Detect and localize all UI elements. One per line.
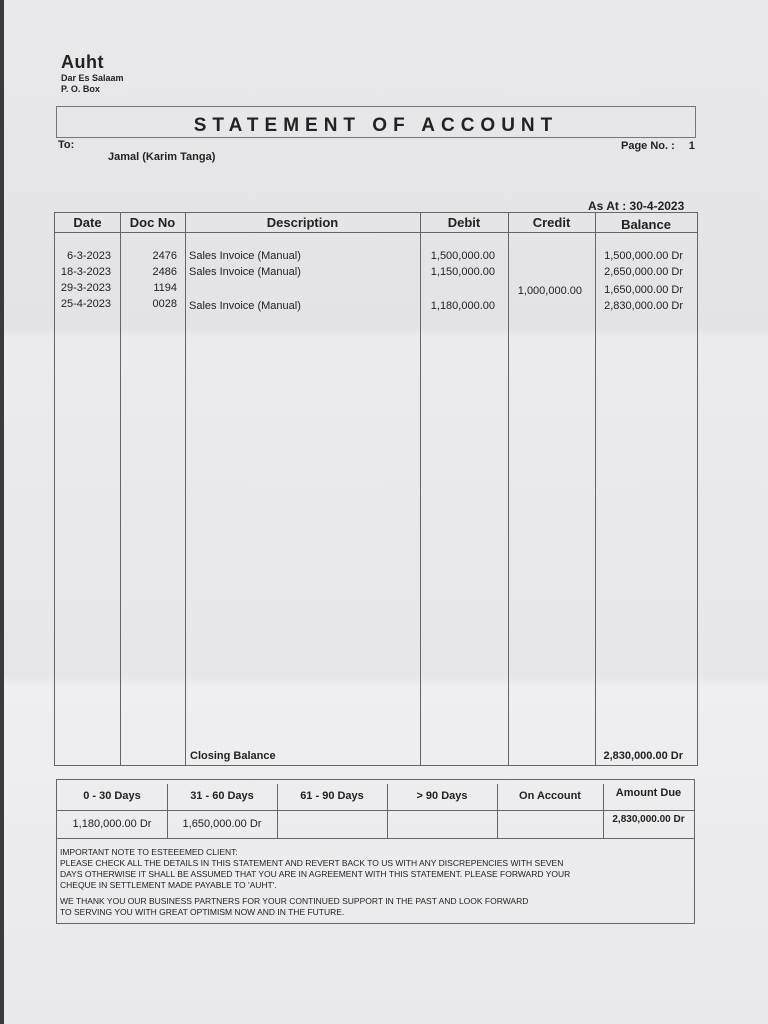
table-row [55, 250, 697, 266]
page-number-value: 1 [688, 140, 695, 152]
customer-name: Jamal (Karim Tanga) [108, 151, 216, 163]
closing-balance-label: Closing Balance [190, 750, 276, 762]
thanks-line: WE THANK YOU OUR BUSINESS PARTNERS FOR YOUR CONTINUED SUPPORT IN THE PAST AND LOOK FORWARD [60, 896, 529, 906]
note-heading: IMPORTANT NOTE TO ESTEEEMED CLIENT: [60, 847, 238, 857]
title-box [56, 106, 696, 138]
aging-header-61-90: 61 - 90 Days [300, 790, 364, 802]
as-at-date: As At : 30-4-2023 [588, 199, 685, 213]
row-balance: 2,830,000.00 Dr [604, 300, 683, 312]
row-date: 29-3-2023 [60, 282, 111, 294]
row-description: Sales Invoice (Manual) [189, 300, 301, 312]
aging-header-on-account: On Account [519, 790, 581, 802]
row-debit: 1,500,000.00 [430, 250, 495, 262]
statement-notes [56, 837, 695, 924]
table-row [55, 266, 697, 282]
page-number [621, 140, 695, 152]
aging-divider [57, 810, 694, 811]
note-line: PLEASE CHECK ALL THE DETAILS IN THIS STATEMENT AND REVERT BACK TO US WITH ANY DISCREPENCIES WITH SEVEN [60, 858, 564, 868]
row-description: Sales Invoice (Manual) [189, 266, 301, 278]
row-balance: 2,650,000.00 Dr [604, 266, 683, 278]
page-number-label: Page No. : [621, 140, 675, 152]
aging-table [56, 779, 695, 839]
thanks-line: TO SERVING YOU WITH GREAT OPTIMISM NOW AND IN THE FUTURE. [60, 907, 345, 917]
aging-value-0-30: 1,180,000.00 Dr [72, 818, 152, 830]
aging-value-31-60: 1,650,000.00 Dr [182, 818, 262, 830]
aging-value-amount-due: 2,830,000.00 Dr [612, 814, 685, 825]
header-credit: Credit [532, 215, 571, 230]
row-credit: 1,000,000.00 [517, 285, 582, 297]
row-doc-no: 2476 [152, 250, 177, 262]
row-doc-no: 0028 [152, 298, 177, 310]
closing-balance-value: 2,830,000.00 Dr [603, 750, 683, 762]
row-balance: 1,650,000.00 Dr [604, 284, 683, 296]
row-description: Sales Invoice (Manual) [189, 250, 301, 262]
row-doc-no: 2486 [152, 266, 177, 278]
row-date: 18-3-2023 [60, 266, 111, 278]
company-city: Dar Es Salaam [61, 73, 124, 83]
document-title: STATEMENT OF ACCOUNT [193, 115, 559, 136]
row-date: 25-4-2023 [60, 298, 111, 310]
statement-paper [4, 0, 768, 1024]
note-line: DAYS OTHERWISE IT SHALL BE ASSUMED THAT YOU ARE IN AGREEMENT WITH THIS STATEMENT. PLEASE FORWARD YOUR [60, 869, 571, 879]
aging-header-0-30: 0 - 30 Days [83, 790, 141, 802]
table-row [55, 298, 697, 314]
aging-header-over-90: > 90 Days [416, 790, 468, 802]
row-debit: 1,150,000.00 [430, 266, 495, 278]
company-header [61, 52, 124, 95]
company-po-box: P. O. Box [61, 84, 100, 94]
row-balance: 1,500,000.00 Dr [604, 250, 683, 262]
row-date: 6-3-2023 [66, 250, 111, 262]
row-doc-no: 1194 [153, 282, 177, 294]
header-description: Description [266, 215, 339, 230]
header-balance: Balance [621, 217, 671, 232]
note-line: CHEQUE IN SETTLEMENT MADE PAYABLE TO 'AUHT'. [60, 880, 277, 890]
aging-header-amount-due: Amount Due [615, 787, 682, 799]
row-debit: 1,180,000.00 [430, 300, 495, 312]
company-name: Auht [61, 52, 104, 72]
to-label: To: [58, 139, 75, 151]
ledger-table [54, 212, 698, 766]
table-row [55, 282, 697, 298]
header-doc-no: Doc No [129, 215, 176, 230]
header-debit: Debit [447, 215, 481, 230]
aging-header-31-60: 31 - 60 Days [190, 790, 254, 802]
header-date: Date [73, 215, 102, 230]
